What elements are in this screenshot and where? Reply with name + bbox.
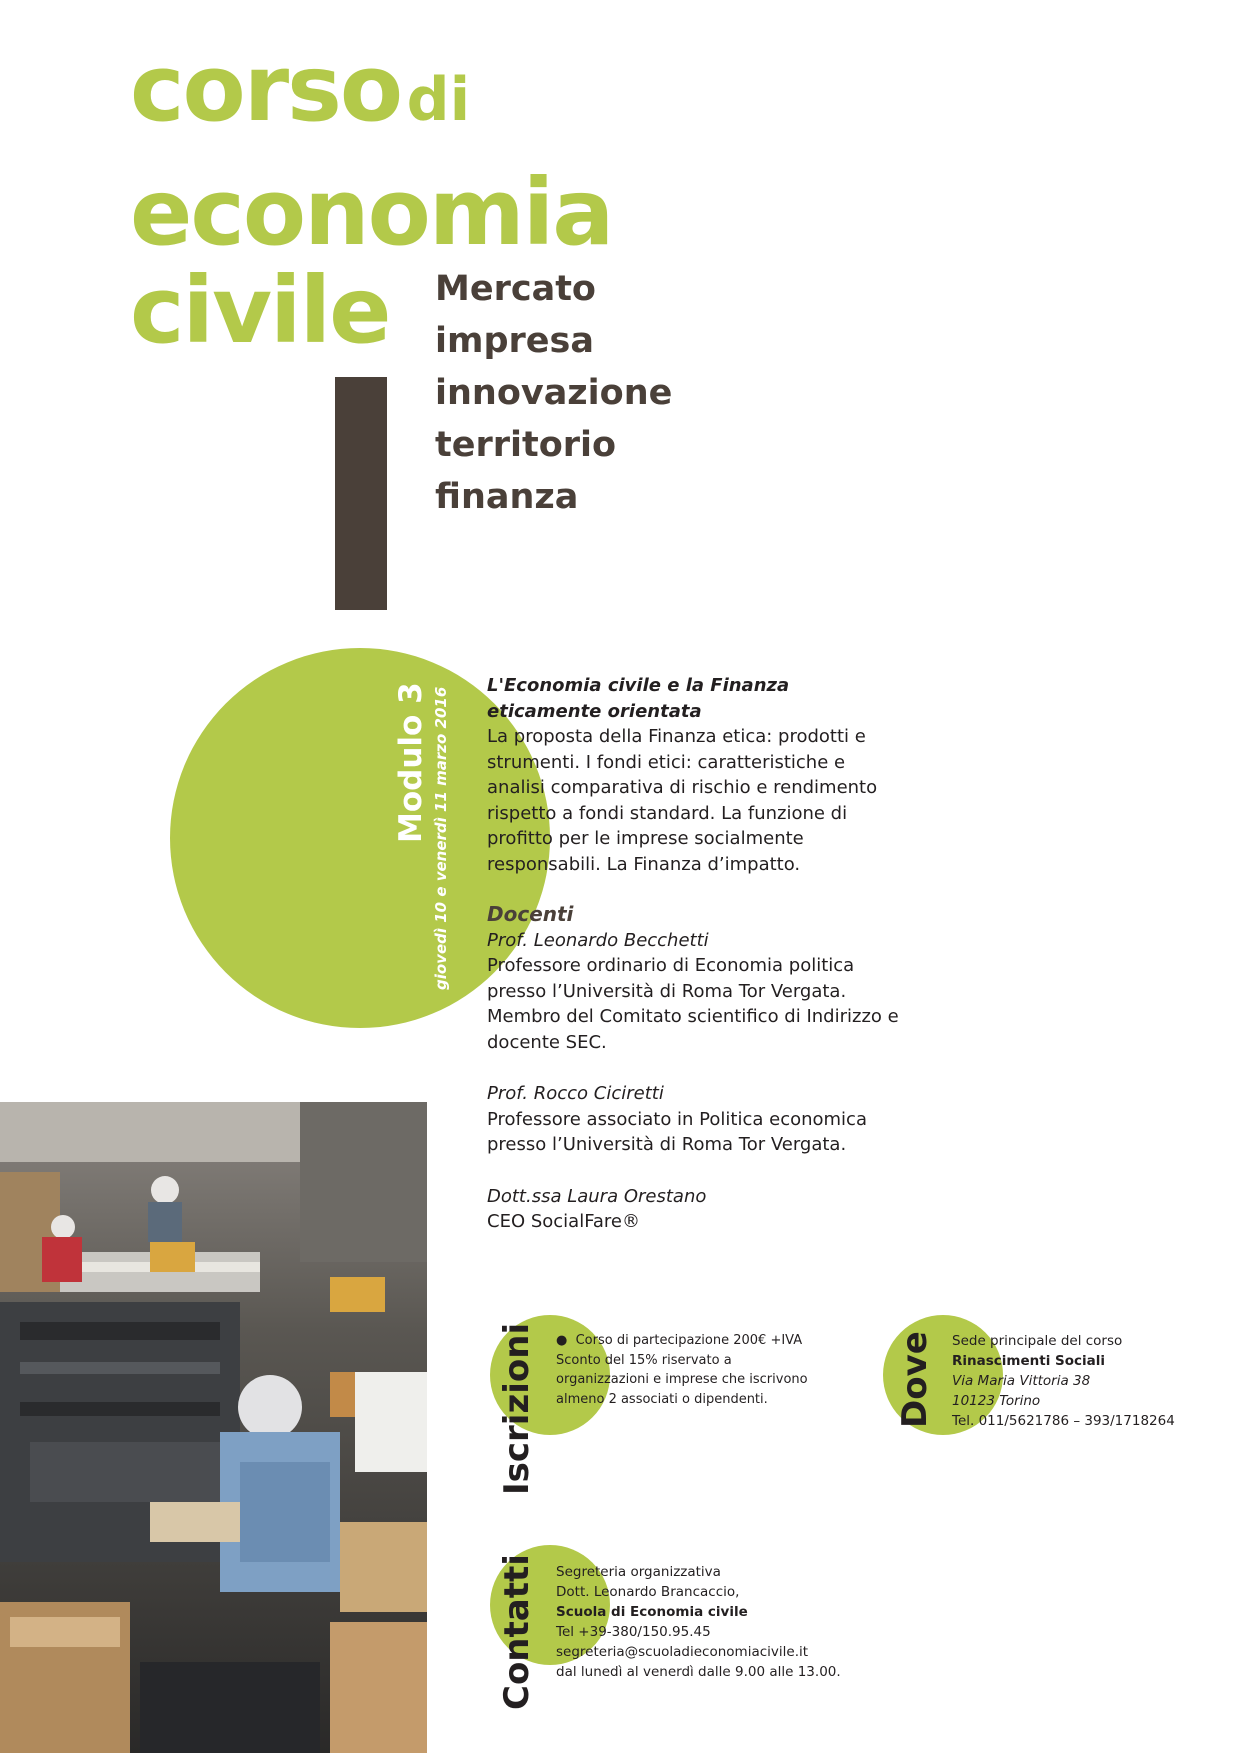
dove-venue: Rinascimenti Sociali xyxy=(952,1353,1106,1369)
topic-item: finanza xyxy=(435,477,579,517)
module-dates: giovedì 10 e venerdì 11 marzo 2016 xyxy=(432,686,450,990)
topic-item: impresa xyxy=(435,321,594,361)
docenti-heading: Docenti xyxy=(487,902,574,926)
docente-bio: Professore associato in Politica economica presso l’Università di Roma Tor Vergata. xyxy=(487,1108,867,1155)
iscrizioni-price: Corso di partecipazione 200€ +IVA xyxy=(575,1333,803,1348)
docente-name: Prof. Rocco Ciciretti xyxy=(487,1083,664,1104)
factory-photo-illustration xyxy=(0,1102,427,1753)
dove-phone: Tel. 011/5621786 – 393/1718264 xyxy=(952,1413,1175,1429)
title-corso: corso xyxy=(130,35,402,142)
docente-bio: Professore ordinario di Economia politica presso l’Università di Roma Tor Vergata. Membro del Comitato scientifico di Indirizzo e docente SEC. xyxy=(487,955,899,1053)
contatti-phone: Tel +39-380/150.95.45 xyxy=(556,1624,711,1640)
topic-item: innovazione xyxy=(435,373,673,413)
docente-name: Prof. Leonardo Becchetti xyxy=(487,929,709,951)
module-label: Modulo 3 xyxy=(393,682,429,843)
title-di: di xyxy=(406,65,471,135)
dove-address: Via Maria Vittoria 38 xyxy=(952,1373,1091,1389)
dove-line1: Sede principale del corso xyxy=(952,1333,1123,1349)
contatti-hours: dal lunedì al venerdì dalle 9.00 alle 13.00. xyxy=(556,1664,841,1680)
contatti-text xyxy=(556,1562,856,1682)
module-heading: L'Economia civile e la Finanza eticamente orientata xyxy=(487,675,790,722)
topic-item: Mercato xyxy=(435,269,596,309)
title-civile: civile xyxy=(130,257,390,364)
contatti-label: Contatti xyxy=(497,1554,537,1710)
iscrizioni-text xyxy=(556,1331,826,1409)
module-description: La proposta della Finanza etica: prodotti e strumenti. I fondi etici: caratteristiche e analisi comparativa di rischio e rendimento rispetto a fondi standard. La funzione di profitto per le imprese socialmente responsabili. La Finanza d’impatto. xyxy=(487,726,878,875)
bullet-icon: ● xyxy=(556,1333,568,1348)
contatti-email[interactable]: segreteria@scuoladieconomiacivile.it xyxy=(556,1644,809,1660)
iscrizioni-discount: Sconto del 15% riservato a organizzazioni e imprese che iscrivono almeno 2 associati o dipendenti. xyxy=(556,1352,808,1407)
title-economia: economia xyxy=(130,159,613,266)
factory-photo xyxy=(0,1102,427,1753)
module-content xyxy=(487,673,907,1235)
dove-city: 10123 Torino xyxy=(952,1393,1041,1409)
topic-item: territorio xyxy=(435,425,617,465)
docente-bio: CEO SocialFare® xyxy=(487,1211,641,1232)
contatti-line2: Dott. Leonardo Brancaccio, xyxy=(556,1584,740,1600)
iscrizioni-label: Iscrizioni xyxy=(497,1322,537,1495)
topics-list xyxy=(435,263,672,523)
docente-name: Dott.ssa Laura Orestano xyxy=(487,1185,707,1207)
contatti-org: Scuola di Economia civile xyxy=(556,1604,748,1620)
decorative-bar xyxy=(335,377,387,610)
dove-label: Dove xyxy=(895,1331,935,1428)
dove-text xyxy=(952,1331,1232,1431)
contatti-line1: Segreteria organizzativa xyxy=(556,1564,721,1580)
